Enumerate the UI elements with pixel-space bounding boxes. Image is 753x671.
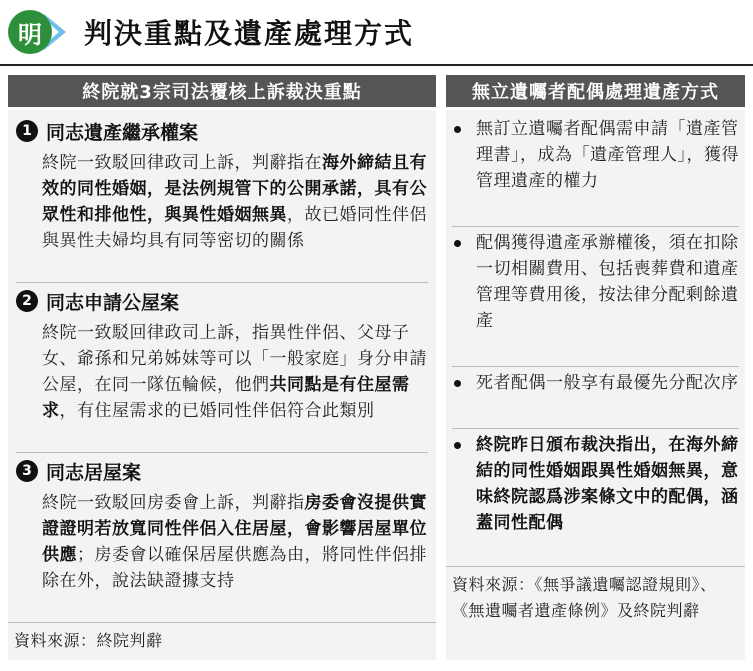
case-body: 終院一致駁回房委會上訴，判辭指房委會沒提供實證證明若放寬同性伴侶入住居屋，會影響居屋單位供應；房委會以確保居屋供應為由，將同性伴侶排除在外，說法缺證據支持 <box>42 493 427 591</box>
case-body: 終院一致駁回律政司上訴，判辭指在海外締結且有效的同性婚姻，是法例規管下的公開承諾，具有公眾性和排他性，與異性婚姻無異，故已婚同性伴侶與異性夫婦均具有同等密切的關係 <box>42 153 427 251</box>
right-source: 資料來源：《無爭議遺囑認證規則》、《無遺囑者遺產條例》及終院判辭 <box>452 575 717 620</box>
divider <box>452 428 739 429</box>
case-title: 同志申請公屋案 <box>46 291 180 314</box>
divider <box>8 622 436 623</box>
bullet-dot-icon <box>454 126 461 133</box>
divider <box>452 226 739 227</box>
case-body: 終院一致駁回律政司上訴，指異性伴侶、父母子女、爺孫和兄弟姊妹等可以「一般家庭」身分申請公屋，在同一隊伍輪候，他們共同點是有住屋需求，有住屋需求的已婚同性伴侶符合此類別 <box>42 323 427 421</box>
divider <box>446 566 745 567</box>
right-panel-heading: 無立遺囑者配偶處理遺產方式 <box>446 75 745 107</box>
logo: 明 <box>8 10 52 54</box>
case-title: 同志居屋案 <box>46 461 142 484</box>
divider <box>452 366 739 367</box>
left-panel <box>8 110 436 660</box>
right-panel: 無訂立遺囑者配偶需申請「遺產管理書」，成為「遺產管理人」，獲得管理遺產的權力 配偶獲得遺產承辦權後，須在扣除一切相關費用、包括喪葬費和遺產管理等費用後，按法律分配剩餘遺產 死者配偶一般享有最優先分配次序 終院昨日頒布裁決指出，在海外締結的同性婚姻跟異性婚姻無異，意味終院認爲涉案條文中的配偶，涵蓋同性配偶 資料來源：《無爭議遺囑認證規則》、《無遺囑者遺產條例》及終院判辭 <box>446 110 745 660</box>
bullet-dot-icon <box>454 240 461 247</box>
number-badge: 3 <box>16 460 38 482</box>
bullet-dot-icon <box>454 442 461 449</box>
divider <box>16 452 428 453</box>
title-divider <box>0 64 753 66</box>
left-panel-heading: 終院就3宗司法覆核上訴裁決重點 <box>8 75 436 107</box>
bullet-dot-icon <box>454 380 461 387</box>
left-source: 資料來源：終院判辭 <box>14 631 163 650</box>
number-badge: 1 <box>16 120 38 142</box>
page-title: 判決重點及遺產處理方式 <box>84 17 415 50</box>
case-title: 同志遺產繼承權案 <box>46 121 199 144</box>
header <box>0 0 753 64</box>
divider <box>16 282 428 283</box>
number-badge: 2 <box>16 290 38 312</box>
